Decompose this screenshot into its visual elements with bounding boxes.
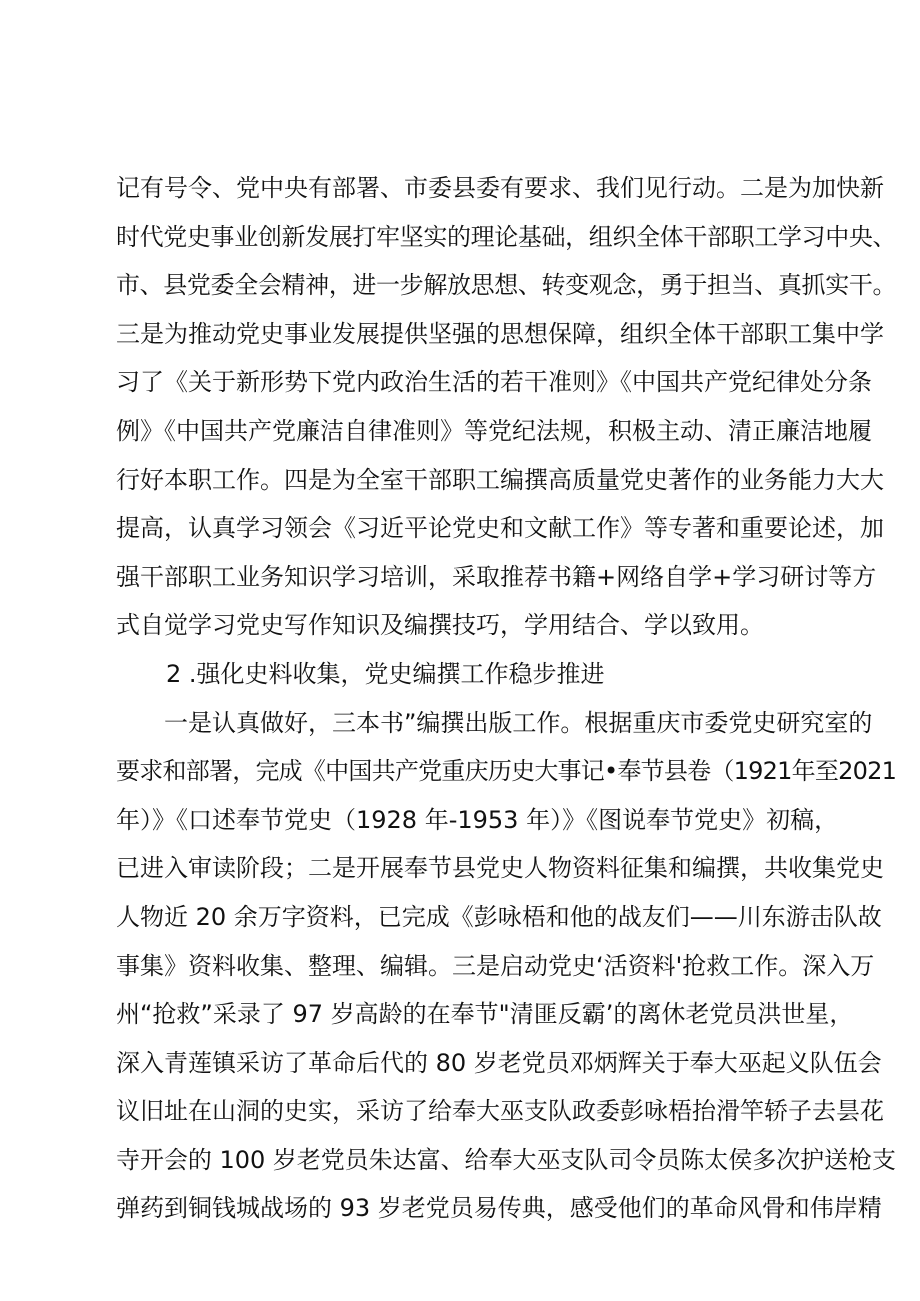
text-line: 一是认真做好，三本书”编撰出版工作。根据重庆市委党史研究室的 — [164, 708, 873, 737]
text-line: 要求和部署，完成《中国共产党重庆历史大事记•奉节县卷（1921年至2021 — [116, 757, 897, 786]
text-line: 人物近 20 余万字资料，已完成《彭咏梧和他的战友们——川东游击队故 — [116, 902, 882, 931]
text-line: 强干部职工业务知识学习培训，采取推荐书籍+网络自学+学习研讨等方 — [116, 562, 877, 591]
text-line: 习了《关于新形势下党内政治生活的若干准则》《中国共产党纪律处分条 — [116, 368, 872, 397]
text-line: 事集》资料收集、整理、编辑。三是启动党史‘活资料'抢救工作。深入万 — [116, 951, 875, 980]
text-line: 深入青莲镇采访了革命后代的 80 岁老党员邓炳辉关于奉大巫起义队伍会 — [116, 1048, 882, 1077]
text-line: 州“抢救”采录了 97 岁高龄的在奉节"清匪反霸’的离休老党员洪世星， — [116, 1000, 854, 1029]
text-line: 寺开会的 100 岁老党员朱达富、给奉大巫支队司令员陈太侯多次护送枪支 — [116, 1145, 897, 1174]
text-line: 行好本职工作。四是为全室干部职工编撰高质量党史著作的业务能力大大 — [116, 465, 884, 494]
text-line: 记有号令、党中央有部署、市委县委有要求、我们见行动。二是为加快新 — [116, 174, 884, 202]
text-line: 式自觉学习党史写作知识及编撰技巧，学用结合、学以致用。 — [116, 611, 764, 640]
text-line: 例》《中国共产党廉洁自律准则》等党纪法规，积极主动、清正廉洁地履 — [116, 416, 872, 445]
text-line: 提高，认真学习领会《习近平论党史和文献工作》等专著和重要论述，加 — [116, 514, 884, 543]
text-line: 议旧址在山洞的史实，采访了给奉大巫支队政委彭咏梧抬滑竿轿子去昙花 — [116, 1097, 884, 1126]
text-line: 三是为推动党史事业发展提供坚强的思想保障，组织全体干部职工集中学 — [116, 319, 884, 348]
body-text — [116, 164, 897, 1233]
text-line: 已进入审读阶段；二是开展奉节县党史人物资料征集和编撰，共收集党史 — [116, 854, 884, 883]
text-line: 时代党史事业创新发展打牢坚实的理论基础，组织全体干部职工学习中央、 — [116, 222, 897, 251]
section-heading: 2 .强化史料收集，党史编撰工作稳步推进 — [166, 659, 605, 688]
text-line: 弹药到铜钱城战场的 93 岁老党员易传典，感受他们的革命风骨和伟岸精 — [116, 1194, 882, 1223]
text-line: 市、县党委全会精神，进一步解放思想、转变观念，勇于担当、真抓实干。 — [116, 271, 897, 300]
text-line: 年）》《口述奉节党史（1928 年-1953 年）》《图说奉节党史》初稿， — [116, 805, 839, 834]
